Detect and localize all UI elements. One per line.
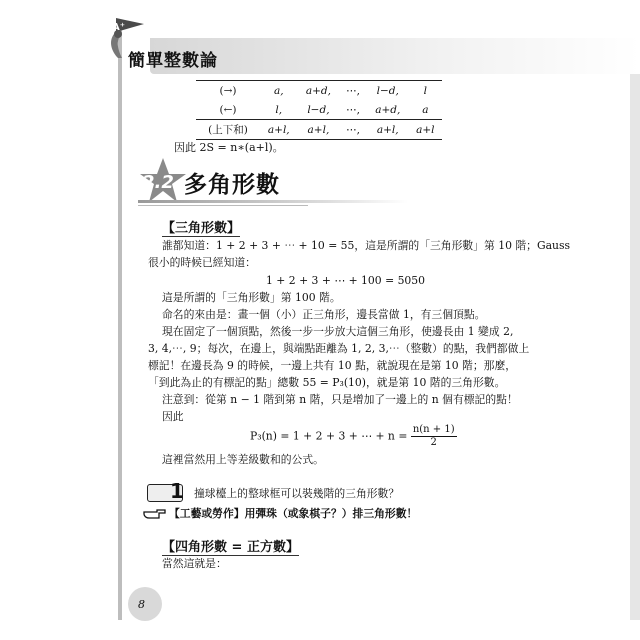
fraction (411, 424, 457, 449)
paragraph-line: 注意到：從第 n − 1 階到第 n 階，只是增加了一邊上的 n 個有標記的點！ (162, 393, 518, 406)
table-cell: a+l, (260, 120, 298, 140)
header-band (150, 38, 640, 74)
exercise-text: 撞球檯上的整球框可以裝幾階的三角形數？ (194, 487, 400, 500)
exercise-number: 1 (170, 479, 184, 503)
page-number-circle (128, 587, 162, 621)
table-cell: a+l, (367, 120, 409, 140)
sum-table (196, 80, 442, 140)
page-number: 8 (138, 598, 145, 611)
table-cell: a+l (409, 120, 442, 140)
paragraph-line: 這裡當然用上等差級數和的公式。 (162, 453, 324, 466)
paragraph-line: 因此 (162, 410, 184, 423)
table-cell: (→) (196, 81, 260, 101)
section-title: 多角形數 (184, 172, 280, 198)
equation-left: P₃(n) = 1 + 2 + 3 + ⋯ + n = (250, 429, 408, 443)
paragraph-line: 很小的時候已經知道： (148, 256, 256, 269)
pointing-hand-icon (143, 507, 167, 521)
paragraph-line: 命名的來由是：畫一個（小）正三角形，邊長當做 1，有三個頂點。 (162, 308, 486, 321)
table-cell: a+l, (298, 120, 340, 140)
table-cell: l, (275, 103, 283, 116)
header-title: 簡單整數論 (128, 51, 218, 71)
table-cell: l (409, 81, 442, 101)
activity-text: 【工藝或勞作】用彈珠（或象棋子？）排三角形數！ (169, 507, 418, 520)
fraction-numerator: n(n + 1) (412, 424, 455, 435)
paragraph-line: 這是所謂的「三角形數」第 100 階。 (162, 291, 341, 304)
equation: 1 + 2 + 3 + ⋯ + 100 = 5050 (266, 274, 426, 287)
paragraph-line: 3, 4,⋯, 9；每次，在邊上，與端點距離為 1, 2, 3,⋯（整數）的點，我們都做上 (148, 342, 530, 355)
table-row (196, 81, 442, 101)
subsection-heading-square: 【四角形數 = 正方數】 (162, 536, 299, 556)
table-cell: ⋯, (339, 81, 367, 101)
paragraph-line: 誰都知道：1 + 2 + 3 + ⋯ + 10 = 55，這是所謂的「三角形數」第 10 階；Gauss (162, 239, 571, 252)
section-number: 2.2 (142, 172, 174, 193)
table-cell: l−d, (307, 103, 330, 116)
paragraph-line: 現在固定了一個頂點，然後一步一步放大這個三角形，使邊長由 1 變成 2, (162, 325, 514, 338)
table-cell: a, (260, 81, 298, 101)
section-rule-thin (138, 205, 308, 206)
table-row (196, 120, 442, 140)
right-margin-band (630, 60, 640, 620)
table-cell: a (422, 103, 429, 116)
table-cell: a+d, (298, 81, 340, 101)
formula-line: 因此 2S = n∗(a+l)。 (174, 141, 284, 154)
paragraph-line: 標記！在邊長為 9 的時候，一邊上共有 10 點，就說現在是第 10 階；那麼， (148, 359, 517, 372)
pole-decoration (116, 20, 124, 620)
table-row (196, 100, 442, 120)
table-cell: ⋯, (346, 103, 361, 116)
section-rule (138, 200, 408, 203)
table-cell: (上下和) (196, 120, 260, 140)
table-cell: a+d, (375, 103, 401, 116)
equation-p3 (250, 424, 457, 449)
fraction-denominator: 2 (430, 437, 437, 448)
subsection-heading-triangle: 【三角形數】 (162, 217, 240, 237)
header-badge: A⁺ (112, 22, 126, 33)
table-cell: ⋯, (339, 120, 367, 140)
table-cell: (←) (219, 103, 237, 116)
paragraph-line: 「到此為止的有標記的點」總數 55 = P₃(10)，就是第 10 階的三角形數。 (148, 376, 506, 389)
paragraph-line: 當然這就是： (162, 557, 227, 570)
table-cell: l−d, (367, 81, 409, 101)
